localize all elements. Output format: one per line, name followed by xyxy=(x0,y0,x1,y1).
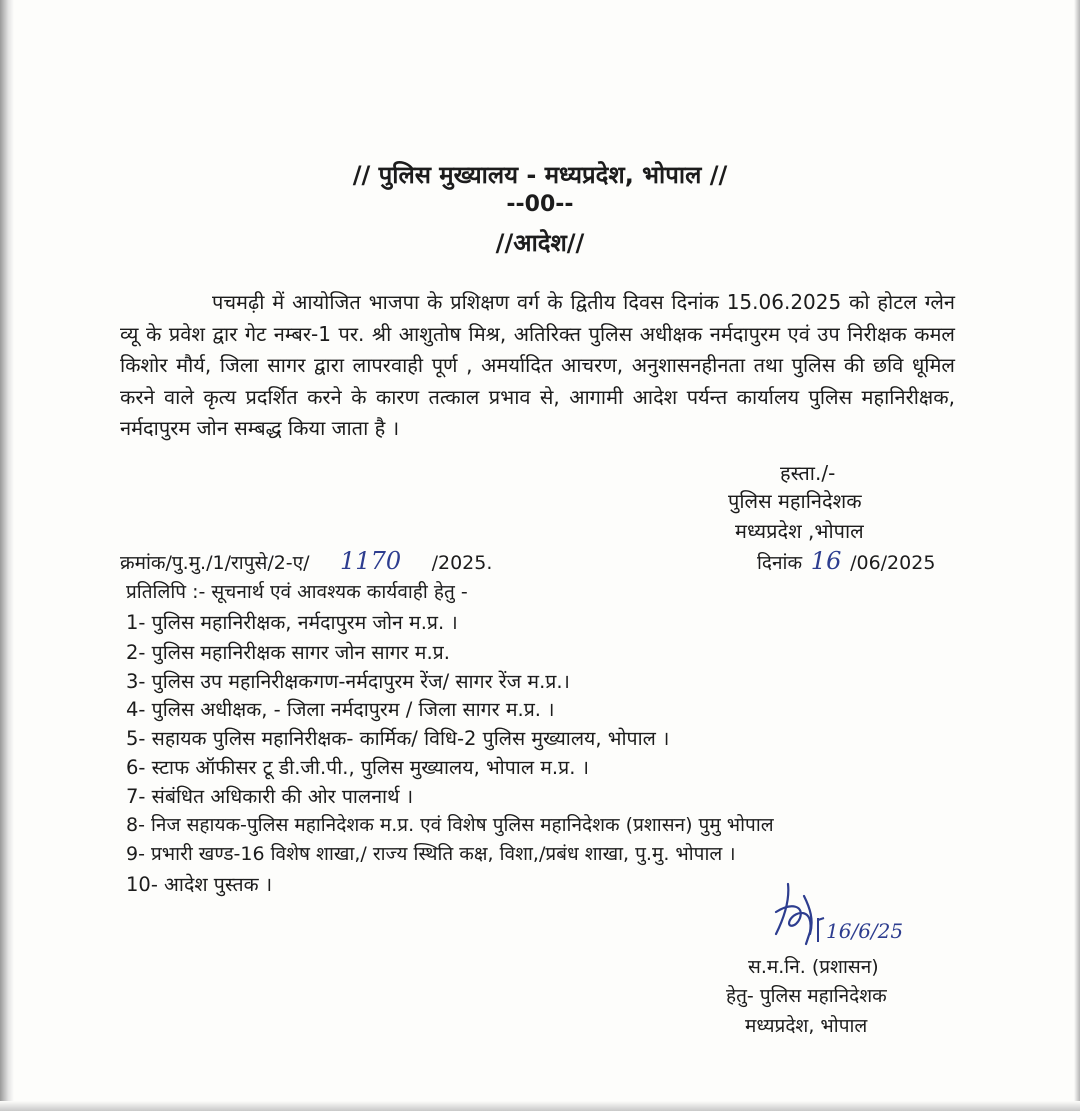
footer-signatory-office: स.म.नि. (प्रशासन) xyxy=(748,956,879,978)
signatory-place: मध्यप्रदेश ,भोपाल xyxy=(735,519,864,543)
signed-mark: हस्ता./- xyxy=(780,461,836,485)
footer-signatory-designation: हेतु- पुलिस महानिदेशक xyxy=(726,985,887,1007)
copy-list-item: 2- पुलिस महानिरीक्षक सागर जोन सागर म.प्र. xyxy=(126,641,450,664)
heading-separator: --00-- xyxy=(506,192,574,217)
reference-suffix: /2025. xyxy=(431,552,493,574)
copy-list-item: 8- निज सहायक-पुलिस महानिदेशक म.प्र. एवं विशेष पुलिस महानिदेशक (प्रशासन) पुमु भोपाल xyxy=(126,814,774,836)
copy-list-item: 10- आदेश पुस्तक । xyxy=(126,873,273,896)
copy-list-item: 7- संबंधित अधिकारी की ओर पालनार्थ । xyxy=(126,785,414,808)
issue-date-suffix: /06/2025 xyxy=(850,552,936,574)
copy-list-item: 1- पुलिस महानिरीक्षक, नर्मदापुरम जोन म.प्र. । xyxy=(126,611,458,634)
copy-list-item: 3- पुलिस उप महानिरीक्षकगण-नर्मदापुरम रेंज/ सागर रेंज म.प्र.। xyxy=(126,670,570,693)
reference-prefix: क्रमांक/पु.मु./1/रापुसे/2-ए/ xyxy=(120,552,310,574)
office-heading: // पुलिस मुख्यालय - मध्यप्रदेश, भोपाल // xyxy=(352,161,728,189)
reference-number xyxy=(120,547,492,575)
copy-list-item: 9- प्रभारी खण्ड-16 विशेष शाखा,/ राज्य स्थिति कक्ष, विशा,/प्रबंध शाखा, पु.मु. भोपाल । xyxy=(126,843,736,865)
footer-signatory-place: मध्यप्रदेश, भोपाल xyxy=(745,1015,868,1037)
reference-handwritten-number: 1170 xyxy=(340,547,402,575)
copy-list-item: 4- पुलिस अधीक्षक, - जिला नर्मदापुरम / जिला सागर म.प्र. । xyxy=(126,698,555,721)
order-title: //आदेश// xyxy=(495,229,585,257)
issue-date xyxy=(757,547,935,575)
page-edge-shadow-bottom xyxy=(0,1101,1080,1111)
issue-date-handwritten-day: 16 xyxy=(810,547,842,575)
copy-list-item: 5- सहायक पुलिस महानिरीक्षक- कार्मिक/ विधि-2 पुलिस मुख्यालय, भोपाल । xyxy=(126,727,670,750)
order-body-text: पचमढ़ी में आयोजित भाजपा के प्रशिक्षण वर्ग के द्वितीय दिवस दिनांक 15.06.2025 को होटल ग्लेन व्यू के प्रवेश द्वार गेट नम्बर-1 पर. श्री आशुतोष मिश्र, अतिरिक्त पुलिस अधीक्षक नर्मदापुरम एवं उप निरीक्षक कमल किशोर मौर्य, जिला सागर द्वारा लापरवाही पूर्ण , अमर्यादित आचरण, अनुशासनहीनता तथा पुलिस की छवि धूमिल करने वाले कृत्य प्रदर्शित करने के कारण तत्काल प्रभाव से, आगामी आदेश पर्यन्त कार्यालय पुलिस महानिरीक्षक, नर्मदापुरम जोन सम्बद्ध किया जाता है । xyxy=(120,290,955,440)
issue-date-label: दिनांक xyxy=(757,552,803,574)
order-body xyxy=(120,287,955,445)
signatory-designation: पुलिस महानिदेशक xyxy=(728,489,862,513)
copy-heading: प्रतिलिपि :- सूचनार्थ एवं आवश्यक कार्यवाही हेतु - xyxy=(126,581,468,603)
copy-list-item: 6- स्टाफ ऑफीसर टू डी.जी.पी., पुलिस मुख्यालय, भोपाल म.प्र. । xyxy=(126,756,590,779)
signature-date: 16/6/25 xyxy=(826,919,904,943)
